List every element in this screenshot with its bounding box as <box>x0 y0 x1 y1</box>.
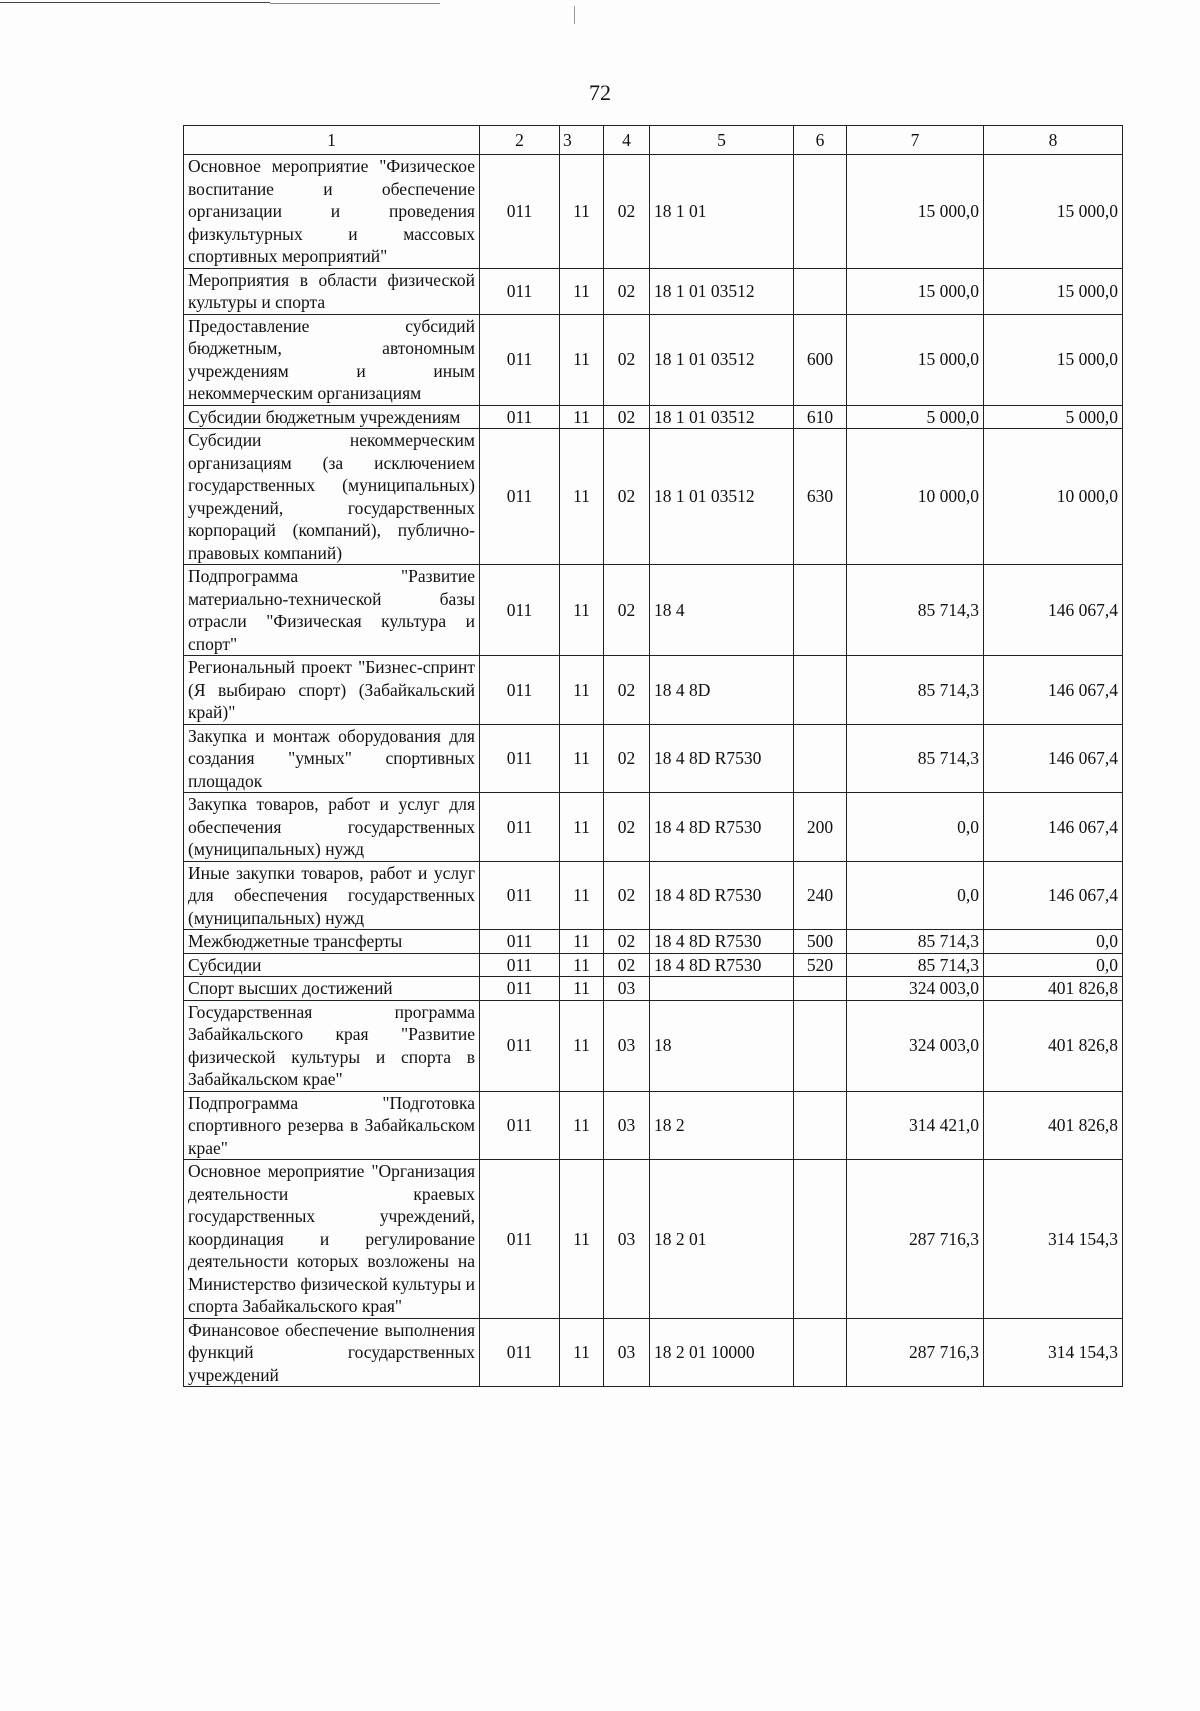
cell-target-article: 18 1 01 03512 <box>650 268 794 314</box>
table-row <box>184 155 1123 269</box>
cell-amount-col8: 5 000,0 <box>984 405 1123 429</box>
cell-subsection: 02 <box>604 793 650 862</box>
cell-section: 11 <box>560 314 604 405</box>
table-row <box>184 429 1123 565</box>
cell-expense-type <box>794 268 847 314</box>
cell-target-article: 18 2 01 <box>650 1160 794 1319</box>
cell-amount-col8: 314 154,3 <box>984 1318 1123 1387</box>
cell-section: 11 <box>560 977 604 1001</box>
cell-name: Субсидии <box>184 953 480 977</box>
cell-name: Предоставление субсидий бюджетным, автономным учреждениям и иным некоммерческим организациям <box>184 314 480 405</box>
cell-expense-type: 500 <box>794 930 847 954</box>
cell-target-article: 18 1 01 03512 <box>650 405 794 429</box>
cell-subsection: 02 <box>604 314 650 405</box>
cell-amount-col7: 10 000,0 <box>847 429 984 565</box>
cell-amount-col7: 85 714,3 <box>847 565 984 656</box>
cell-target-article: 18 4 8D R7530 <box>650 724 794 793</box>
table-row <box>184 405 1123 429</box>
cell-expense-type: 600 <box>794 314 847 405</box>
cell-target-article: 18 2 01 10000 <box>650 1318 794 1387</box>
cell-name: Подпрограмма "Подготовка спортивного резерва в Забайкальском крае" <box>184 1091 480 1160</box>
column-header: 7 <box>847 126 984 155</box>
column-header: 1 <box>184 126 480 155</box>
table-row <box>184 565 1123 656</box>
cell-target-article: 18 1 01 <box>650 155 794 269</box>
scan-border-line <box>270 3 440 4</box>
cell-ministry-code: 011 <box>480 314 560 405</box>
cell-subsection: 02 <box>604 930 650 954</box>
cell-amount-col8: 10 000,0 <box>984 429 1123 565</box>
cell-subsection: 03 <box>604 1318 650 1387</box>
cell-amount-col7: 5 000,0 <box>847 405 984 429</box>
scan-border-line <box>0 2 270 3</box>
cell-section: 11 <box>560 1000 604 1091</box>
cell-subsection: 02 <box>604 953 650 977</box>
cell-amount-col8: 401 826,8 <box>984 977 1123 1001</box>
cell-target-article: 18 4 8D <box>650 656 794 725</box>
cell-amount-col8: 146 067,4 <box>984 861 1123 930</box>
cell-subsection: 02 <box>604 724 650 793</box>
cell-section: 11 <box>560 429 604 565</box>
cell-amount-col8: 0,0 <box>984 930 1123 954</box>
cell-amount-col8: 0,0 <box>984 953 1123 977</box>
cell-name: Основное мероприятие "Организация деятельности краевых государственных учреждений, координация и регулирование деятельности которых возложены на Министерство физической культуры и спорта Забайкальского края" <box>184 1160 480 1319</box>
cell-amount-col7: 287 716,3 <box>847 1160 984 1319</box>
cell-amount-col7: 324 003,0 <box>847 977 984 1001</box>
table-row <box>184 268 1123 314</box>
table-row <box>184 1318 1123 1387</box>
cell-name: Спорт высших достижений <box>184 977 480 1001</box>
cell-name: Региональный проект "Бизнес-спринт (Я выбираю спорт) (Забайкальский край)" <box>184 656 480 725</box>
cell-name: Государственная программа Забайкальского края "Развитие физической культуры и спорта в Забайкальском крае" <box>184 1000 480 1091</box>
table-row <box>184 793 1123 862</box>
cell-target-article: 18 1 01 03512 <box>650 429 794 565</box>
cell-target-article <box>650 977 794 1001</box>
budget-table <box>183 125 1123 1387</box>
cell-ministry-code: 011 <box>480 1318 560 1387</box>
cell-expense-type <box>794 1160 847 1319</box>
table-row <box>184 977 1123 1001</box>
cell-ministry-code: 011 <box>480 1091 560 1160</box>
cell-target-article: 18 2 <box>650 1091 794 1160</box>
column-header: 4 <box>604 126 650 155</box>
column-header: 5 <box>650 126 794 155</box>
table-row <box>184 1160 1123 1319</box>
cell-expense-type: 200 <box>794 793 847 862</box>
cell-subsection: 02 <box>604 565 650 656</box>
cell-subsection: 03 <box>604 1091 650 1160</box>
cell-subsection: 03 <box>604 977 650 1001</box>
table-row <box>184 930 1123 954</box>
cell-subsection: 02 <box>604 429 650 565</box>
cell-subsection: 02 <box>604 405 650 429</box>
cell-name: Межбюджетные трансферты <box>184 930 480 954</box>
column-header: 8 <box>984 126 1123 155</box>
cell-ministry-code: 011 <box>480 268 560 314</box>
cell-amount-col7: 15 000,0 <box>847 314 984 405</box>
cell-target-article: 18 <box>650 1000 794 1091</box>
cell-name: Мероприятия в области физической культуры и спорта <box>184 268 480 314</box>
cell-name: Подпрограмма "Развитие материально-технической базы отрасли "Физическая культура и спорт" <box>184 565 480 656</box>
cell-ministry-code: 011 <box>480 405 560 429</box>
cell-amount-col8: 146 067,4 <box>984 724 1123 793</box>
cell-ministry-code: 011 <box>480 724 560 793</box>
cell-amount-col7: 287 716,3 <box>847 1318 984 1387</box>
cell-target-article: 18 1 01 03512 <box>650 314 794 405</box>
table-row <box>184 1000 1123 1091</box>
table-row <box>184 314 1123 405</box>
scan-tick-mark <box>574 6 575 24</box>
cell-target-article: 18 4 8D R7530 <box>650 930 794 954</box>
cell-ministry-code: 011 <box>480 930 560 954</box>
cell-amount-col7: 85 714,3 <box>847 953 984 977</box>
cell-ministry-code: 011 <box>480 977 560 1001</box>
cell-amount-col8: 15 000,0 <box>984 155 1123 269</box>
cell-expense-type: 520 <box>794 953 847 977</box>
cell-ministry-code: 011 <box>480 656 560 725</box>
cell-expense-type <box>794 1318 847 1387</box>
cell-target-article: 18 4 8D R7530 <box>650 861 794 930</box>
table-row <box>184 1091 1123 1160</box>
cell-section: 11 <box>560 656 604 725</box>
column-header: 2 <box>480 126 560 155</box>
cell-subsection: 02 <box>604 268 650 314</box>
cell-section: 11 <box>560 405 604 429</box>
cell-section: 11 <box>560 565 604 656</box>
cell-section: 11 <box>560 1091 604 1160</box>
cell-subsection: 02 <box>604 656 650 725</box>
cell-ministry-code: 011 <box>480 793 560 862</box>
cell-section: 11 <box>560 155 604 269</box>
cell-amount-col8: 146 067,4 <box>984 793 1123 862</box>
cell-section: 11 <box>560 861 604 930</box>
cell-ministry-code: 011 <box>480 429 560 565</box>
table-header-row <box>184 126 1123 155</box>
cell-target-article: 18 4 8D R7530 <box>650 793 794 862</box>
cell-expense-type <box>794 155 847 269</box>
cell-name: Финансовое обеспечение выполнения функций государственных учреждений <box>184 1318 480 1387</box>
cell-name: Закупка и монтаж оборудования для создания "умных" спортивных площадок <box>184 724 480 793</box>
cell-amount-col7: 314 421,0 <box>847 1091 984 1160</box>
cell-amount-col8: 15 000,0 <box>984 314 1123 405</box>
cell-subsection: 02 <box>604 155 650 269</box>
cell-expense-type <box>794 1091 847 1160</box>
cell-section: 11 <box>560 1318 604 1387</box>
cell-amount-col7: 85 714,3 <box>847 930 984 954</box>
table-row <box>184 724 1123 793</box>
cell-name: Субсидии бюджетным учреждениям <box>184 405 480 429</box>
cell-ministry-code: 011 <box>480 861 560 930</box>
cell-amount-col8: 401 826,8 <box>984 1000 1123 1091</box>
cell-section: 11 <box>560 793 604 862</box>
cell-section: 11 <box>560 953 604 977</box>
cell-amount-col7: 0,0 <box>847 793 984 862</box>
cell-section: 11 <box>560 930 604 954</box>
cell-ministry-code: 011 <box>480 1160 560 1319</box>
cell-amount-col7: 15 000,0 <box>847 155 984 269</box>
cell-target-article: 18 4 8D R7530 <box>650 953 794 977</box>
cell-subsection: 02 <box>604 861 650 930</box>
column-header: 3 <box>560 126 604 155</box>
cell-section: 11 <box>560 268 604 314</box>
cell-ministry-code: 011 <box>480 953 560 977</box>
cell-expense-type <box>794 724 847 793</box>
cell-ministry-code: 011 <box>480 565 560 656</box>
cell-subsection: 03 <box>604 1000 650 1091</box>
table-row <box>184 953 1123 977</box>
cell-amount-col8: 146 067,4 <box>984 565 1123 656</box>
cell-amount-col7: 0,0 <box>847 861 984 930</box>
cell-expense-type <box>794 656 847 725</box>
cell-ministry-code: 011 <box>480 155 560 269</box>
cell-name: Иные закупки товаров, работ и услуг для обеспечения государственных (муниципальных) нужд <box>184 861 480 930</box>
cell-section: 11 <box>560 1160 604 1319</box>
cell-amount-col8: 401 826,8 <box>984 1091 1123 1160</box>
cell-expense-type: 630 <box>794 429 847 565</box>
cell-amount-col7: 85 714,3 <box>847 724 984 793</box>
cell-amount-col8: 146 067,4 <box>984 656 1123 725</box>
cell-expense-type: 240 <box>794 861 847 930</box>
cell-expense-type <box>794 565 847 656</box>
table-body <box>184 155 1123 1387</box>
cell-expense-type <box>794 1000 847 1091</box>
cell-name: Субсидии некоммерческим организациям (за исключением государственных (муниципальных) учреждений, государственных корпораций (компаний), публично-правовых компаний) <box>184 429 480 565</box>
cell-amount-col7: 15 000,0 <box>847 268 984 314</box>
cell-expense-type: 610 <box>794 405 847 429</box>
cell-name: Основное мероприятие "Физическое воспитание и обеспечение организации и проведения физкультурных и массовых спортивных мероприятий" <box>184 155 480 269</box>
cell-section: 11 <box>560 724 604 793</box>
cell-target-article: 18 4 <box>650 565 794 656</box>
table-row <box>184 861 1123 930</box>
cell-subsection: 03 <box>604 1160 650 1319</box>
cell-amount-col7: 85 714,3 <box>847 656 984 725</box>
cell-name: Закупка товаров, работ и услуг для обеспечения государственных (муниципальных) нужд <box>184 793 480 862</box>
cell-amount-col8: 15 000,0 <box>984 268 1123 314</box>
cell-amount-col7: 324 003,0 <box>847 1000 984 1091</box>
cell-expense-type <box>794 977 847 1001</box>
cell-ministry-code: 011 <box>480 1000 560 1091</box>
column-header: 6 <box>794 126 847 155</box>
page-number: 72 <box>589 80 611 105</box>
cell-amount-col8: 314 154,3 <box>984 1160 1123 1319</box>
table-row <box>184 656 1123 725</box>
